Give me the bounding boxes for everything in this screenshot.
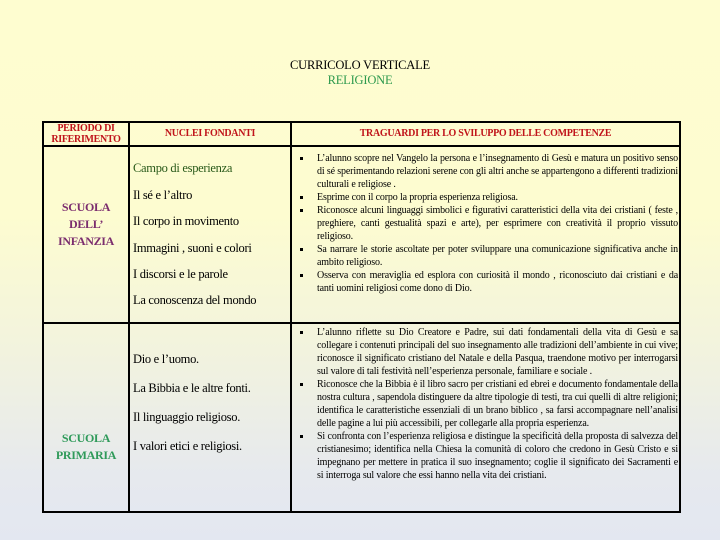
- nucleus-item: La conoscenza del mondo: [133, 293, 257, 307]
- goal-item: Sa narrare le storie ascoltate per poter sviluppare una comunicazione significativa anche in ambito religioso.: [296, 243, 678, 269]
- section-divider: [44, 322, 679, 324]
- school-primaria: SCUOLA PRIMARIA: [55, 431, 117, 462]
- header-row-divider: [44, 145, 679, 147]
- bullet-icon: [300, 248, 303, 251]
- title-subject: RELIGIONE: [327, 73, 393, 87]
- nucleus-item: Il linguaggio religioso.: [133, 410, 241, 424]
- goal-item: Esprime con il corpo la propria esperienza religiosa.: [296, 191, 678, 204]
- bullet-icon: [300, 435, 303, 438]
- bullet-icon: [300, 196, 303, 199]
- nucleus-item: I valori etici e religiosi.: [133, 439, 242, 453]
- nucleus-item: La Bibbia e le altre fonti.: [133, 381, 251, 395]
- goal-item: Riconosce alcuni linguaggi simbolici e figurativi caratteristici della vita dei cristiani ( feste , preghiere, canti gestualità spazi e arte), per esprimere con creatività il proprio vissuto religioso.: [296, 204, 678, 243]
- header-traguardi: TRAGUARDI PER LO SVILUPPO DELLE COMPETENZE: [359, 128, 612, 139]
- traguardi-infanzia: [296, 152, 678, 295]
- column-divider-1: [128, 123, 130, 511]
- goal-item: Si confronta con l’esperienza religiosa e distingue la specificità della proposta di salvezza del cristianesimo; identifica nella Chiesa la comunità di coloro che credono in Gesù Cristo e si impegnano per mettere in pratica il suo insegnamento; coglie il significato dei Sacramenti e si interroga sul valore che essi hanno nella vita dei cristiani.: [296, 430, 678, 482]
- title-main: CURRICOLO VERTICALE: [289, 58, 430, 72]
- bullet-icon: [300, 274, 303, 277]
- goal-item: Osserva con meraviglia ed esplora con curiosità il mondo , riconosciuto dai cristiani e da tanti uomini religiosi come dono di Dio.: [296, 269, 678, 295]
- nucleus-item: Immagini , suoni e colori: [133, 241, 252, 255]
- document-title: [0, 58, 720, 88]
- nucleus-item: Il corpo in movimento: [133, 214, 239, 228]
- bullet-icon: [300, 209, 303, 212]
- nucleus-campo-esperienza: Campo di esperienza: [133, 161, 233, 175]
- bullet-icon: [300, 331, 303, 334]
- school-infanzia: SCUOLA DELL’ INFANZIA: [57, 200, 115, 248]
- nucleus-item: Dio e l’uomo.: [133, 352, 199, 366]
- goal-item: Riconosce che la Bibbia è il libro sacro per cristiani ed ebrei e documento fondamentale della nostra cultura , sapendola distinguere da altre tipologie di testi, tra cui quelli di altre religioni; identifica le caratteristiche essenziali di un brano biblico , sa farsi accompagnare nell’analisi delle pagine a lui più accessibili, per collegarle alla propria esperienza.: [296, 378, 678, 430]
- bullet-icon: [300, 157, 303, 160]
- curriculum-table: [42, 121, 681, 513]
- header-nuclei: NUCLEI FONDANTI: [164, 128, 256, 139]
- goal-item: L’alunno riflette su Dio Creatore e Padre, sui dati fondamentali della vita di Gesù e sa collegare i contenuti principali del suo insegnamento alle tradizioni dell’ambiente in cui vive; riconosce il significato cristiano del Natale e della Pasqua, traendone motivo per interrogarsi sul valore di tali festività nell’esperienza personale, familiare e sociale .: [296, 326, 678, 378]
- nucleus-item: I discorsi e le parole: [133, 267, 228, 281]
- goal-item: L’alunno scopre nel Vangelo la persona e l’insegnamento di Gesù e matura un positivo senso di sé sperimentando relazioni serene con gli altri anche se appartengono a differenti tradizioni culturali e religiose .: [296, 152, 678, 191]
- traguardi-primaria: [296, 326, 678, 482]
- header-period: PERIODO DI RIFERIMENTO: [51, 123, 121, 145]
- column-divider-2: [290, 123, 292, 511]
- bullet-icon: [300, 383, 303, 386]
- nucleus-item: Il sé e l’altro: [133, 188, 193, 202]
